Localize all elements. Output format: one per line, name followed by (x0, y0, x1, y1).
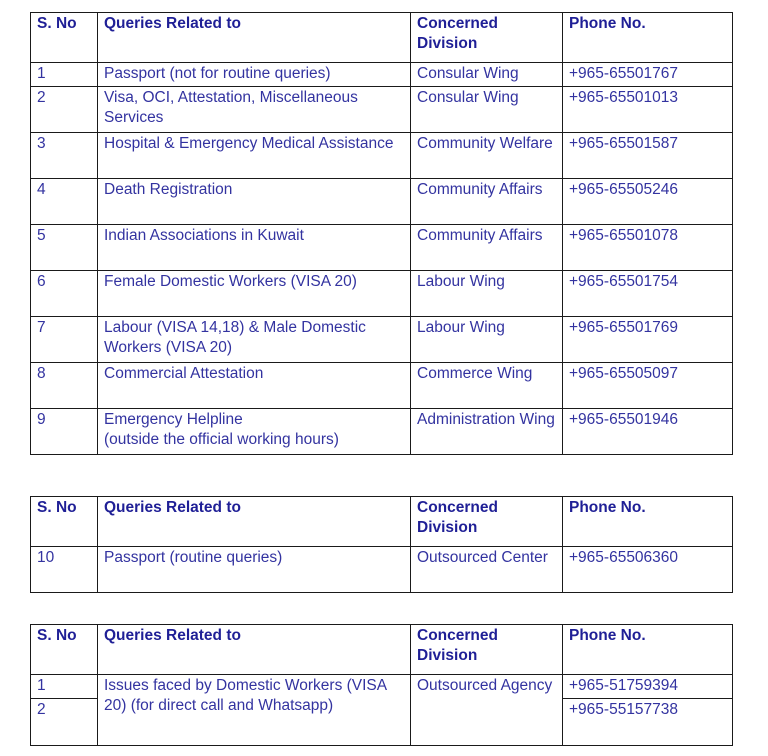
cell-query: Visa, OCI, Attestation, Miscellaneous Services (98, 86, 411, 132)
table-header-row (31, 497, 733, 547)
table-row (31, 316, 733, 362)
cell-sno: 5 (31, 224, 98, 270)
table-row (31, 408, 733, 454)
cell-phone: +965-65505246 (563, 178, 733, 224)
contact-table-outsourced-agency (30, 624, 733, 746)
table-header (31, 13, 733, 63)
cell-sno: 3 (31, 132, 98, 178)
column-header-division-line1: Concerned (417, 627, 498, 644)
cell-phone: +965-65501946 (563, 408, 733, 454)
cell-query: Labour (VISA 14,18) & Male Domestic Workers (VISA 20) (98, 316, 411, 362)
table-header (31, 497, 733, 547)
column-header-division (411, 13, 563, 63)
cell-query-line2: (outside the official working hours) (104, 430, 339, 448)
column-header-division (411, 497, 563, 547)
cell-phone: +965-65501767 (563, 63, 733, 87)
table-row (31, 270, 733, 316)
cell-query-line1: Emergency Helpline (104, 410, 243, 428)
cell-division: Community Welfare (411, 132, 563, 178)
cell-division: Consular Wing (411, 86, 563, 132)
cell-phone: +965-55157738 (563, 698, 733, 745)
table-row (31, 547, 733, 593)
cell-division: Administration Wing (411, 408, 563, 454)
contact-table-main (30, 12, 733, 455)
cell-sno: 1 (31, 63, 98, 87)
cell-sno: 10 (31, 547, 98, 593)
cell-sno: 9 (31, 408, 98, 454)
cell-division: Outsourced Center (411, 547, 563, 593)
table-body (31, 547, 733, 593)
table-row (31, 362, 733, 408)
contact-table-outsourced-center (30, 496, 733, 593)
cell-sno: 2 (31, 698, 98, 745)
cell-division: Labour Wing (411, 316, 563, 362)
cell-query (98, 408, 411, 454)
cell-phone: +965-65506360 (563, 547, 733, 593)
cell-phone: +965-51759394 (563, 675, 733, 699)
column-header-query: Queries Related to (98, 497, 411, 547)
table-header-row (31, 625, 733, 675)
cell-phone: +965-65501587 (563, 132, 733, 178)
table-body (31, 63, 733, 455)
cell-query: Female Domestic Workers (VISA 20) (98, 270, 411, 316)
cell-division: Commerce Wing (411, 362, 563, 408)
cell-sno: 4 (31, 178, 98, 224)
table-row (31, 132, 733, 178)
cell-query: Commercial Attestation (98, 362, 411, 408)
column-header-sno: S. No (31, 497, 98, 547)
cell-sno: 2 (31, 86, 98, 132)
cell-division: Consular Wing (411, 63, 563, 87)
cell-query: Passport (not for routine queries) (98, 63, 411, 87)
table-row (31, 178, 733, 224)
cell-query: Passport (routine queries) (98, 547, 411, 593)
column-header-division-line1: Concerned (417, 499, 498, 516)
table-row (31, 675, 733, 699)
cell-division: Community Affairs (411, 178, 563, 224)
table-row (31, 63, 733, 87)
column-header-division-line2: Division (417, 518, 478, 536)
cell-sno: 6 (31, 270, 98, 316)
cell-query: Hospital & Emergency Medical Assistance (98, 132, 411, 178)
cell-division: Labour Wing (411, 270, 563, 316)
cell-division: Community Affairs (411, 224, 563, 270)
table-row (31, 224, 733, 270)
cell-phone: +965-65505097 (563, 362, 733, 408)
cell-phone: +965-65501769 (563, 316, 733, 362)
cell-query: Death Registration (98, 178, 411, 224)
column-header-query: Queries Related to (98, 625, 411, 675)
cell-sno: 8 (31, 362, 98, 408)
column-header-division-line1: Concerned (417, 15, 498, 32)
column-header-phone: Phone No. (563, 13, 733, 63)
column-header-sno: S. No (31, 625, 98, 675)
cell-phone: +965-65501013 (563, 86, 733, 132)
table-header (31, 625, 733, 675)
cell-query: Indian Associations in Kuwait (98, 224, 411, 270)
table-header-row (31, 13, 733, 63)
column-header-query: Queries Related to (98, 13, 411, 63)
column-header-phone: Phone No. (563, 625, 733, 675)
column-header-phone: Phone No. (563, 497, 733, 547)
cell-division-merged: Outsourced Agency (411, 675, 563, 746)
column-header-division-line2: Division (417, 34, 478, 52)
cell-sno: 7 (31, 316, 98, 362)
cell-query-merged: Issues faced by Domestic Workers (VISA 20) (for direct call and Whatsapp) (98, 675, 411, 746)
column-header-sno: S. No (31, 13, 98, 63)
cell-sno: 1 (31, 675, 98, 699)
table-row (31, 86, 733, 132)
table-body (31, 675, 733, 746)
column-header-division (411, 625, 563, 675)
column-header-division-line2: Division (417, 646, 478, 664)
cell-phone: +965-65501078 (563, 224, 733, 270)
cell-phone: +965-65501754 (563, 270, 733, 316)
